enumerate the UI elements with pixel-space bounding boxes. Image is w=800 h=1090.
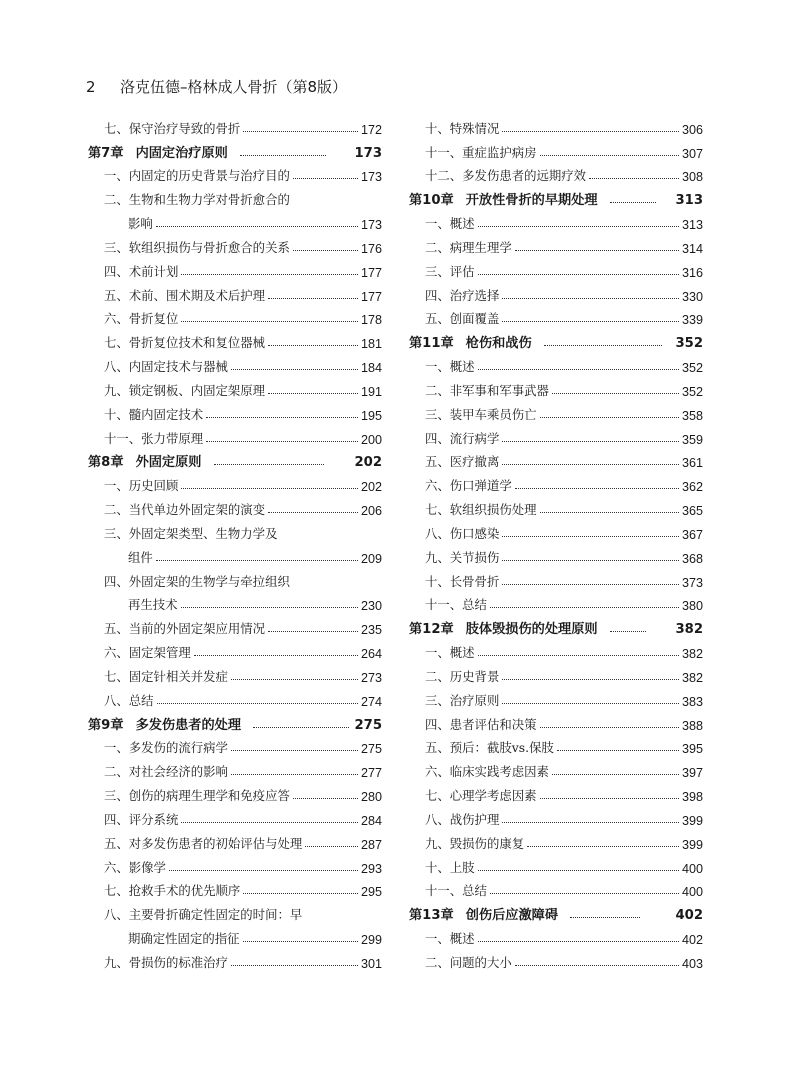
- dot-leader: [293, 798, 358, 799]
- entry-page: 284: [360, 813, 382, 828]
- chapter-title: 枪伤和战伤: [465, 336, 532, 352]
- toc-entry: [409, 733, 703, 757]
- entry-label: 九、骨损伤的标准治疗: [104, 954, 228, 970]
- dot-leader: [502, 441, 679, 442]
- toc-entry: [88, 423, 382, 447]
- entry-label: 八、总结: [104, 692, 154, 708]
- toc-entry: [409, 399, 703, 423]
- toc-entry-continuation: [88, 542, 382, 566]
- entry-label: 九、关节损伤: [425, 549, 500, 565]
- entry-label: 二、问题的大小: [425, 954, 512, 970]
- entry-label: 十一、张力带原理: [104, 430, 204, 446]
- entry-label: 五、创面覆盖: [425, 311, 500, 327]
- dot-leader: [540, 727, 679, 728]
- dot-leader: [589, 178, 679, 179]
- entry-page: 306: [681, 122, 703, 137]
- entry-page: 230: [360, 599, 382, 614]
- entry-label: 四、患者评估和决策: [425, 716, 537, 732]
- toc-entry: [409, 923, 703, 947]
- toc-entry: [409, 518, 703, 542]
- entry-label: 十二、多发伤患者的远期疗效: [425, 168, 587, 184]
- toc-entry: [409, 566, 703, 590]
- dot-leader: [502, 464, 679, 465]
- dot-leader: [540, 417, 679, 418]
- dot-leader: [515, 250, 679, 251]
- toc-entry: [409, 661, 703, 685]
- dot-leader: [157, 703, 358, 704]
- entry-label: 五、当前的外固定架应用情况: [104, 621, 266, 637]
- dot-leader: [610, 202, 656, 203]
- toc-entry: [409, 470, 703, 494]
- toc-entry: [409, 852, 703, 876]
- entry-page: 373: [681, 575, 703, 590]
- toc-entry: [88, 852, 382, 876]
- dot-leader: [478, 274, 679, 275]
- entry-page: 361: [681, 456, 703, 471]
- entry-label: 组件: [128, 549, 153, 565]
- entry-page: 274: [360, 694, 382, 709]
- dot-leader: [515, 488, 679, 489]
- entry-label: 七、心理学考虑因素: [425, 788, 537, 804]
- dot-leader: [181, 274, 358, 275]
- entry-label: 四、评分系统: [104, 811, 179, 827]
- toc-entry: [409, 494, 703, 518]
- toc-entry-continuation: [88, 208, 382, 232]
- chapter-title: 内固定治疗原则: [135, 145, 228, 161]
- toc-entry: [409, 423, 703, 447]
- dot-leader: [243, 893, 358, 894]
- entry-label: 再生技术: [128, 597, 178, 613]
- chapter-page: 275: [354, 717, 382, 733]
- entry-page: 293: [360, 861, 382, 876]
- toc-entry: [409, 447, 703, 471]
- dot-leader: [527, 846, 679, 847]
- entry-page: 200: [360, 432, 382, 447]
- entry-label: 五、预后：截肢vs.保肢: [425, 740, 554, 756]
- entry-page: 295: [360, 885, 382, 900]
- toc-entry: [88, 947, 382, 971]
- entry-page: 358: [681, 408, 703, 423]
- chapter-page: 313: [675, 193, 703, 209]
- entry-label: 五、医疗撤离: [425, 454, 500, 470]
- toc-entry: [88, 256, 382, 280]
- chapter-page: 173: [354, 145, 382, 161]
- toc-entry: [88, 566, 382, 590]
- toc-entry: [409, 256, 703, 280]
- chapter-heading: [409, 613, 703, 637]
- entry-label: 二、对社会经济的影响: [104, 764, 228, 780]
- entry-label: 三、装甲车乘员伤亡: [425, 406, 537, 422]
- dot-leader: [268, 631, 358, 632]
- chapter-page: 352: [675, 336, 703, 352]
- chapter-title: 开放性骨折的早期处理: [465, 193, 598, 209]
- toc-entry: [409, 137, 703, 161]
- entry-page: 359: [681, 432, 703, 447]
- entry-page: 191: [360, 384, 382, 399]
- chapter-heading: [88, 447, 382, 471]
- dot-leader: [502, 298, 679, 299]
- dot-leader: [544, 345, 662, 346]
- dot-leader: [214, 464, 324, 465]
- dot-leader: [478, 369, 679, 370]
- chapter-heading: [409, 327, 703, 351]
- toc-right-column: [409, 113, 703, 971]
- book-title: 洛克伍德–格林成人骨折（第8版）: [120, 78, 348, 96]
- entry-label: 一、概述: [425, 645, 475, 661]
- entry-page: 178: [360, 313, 382, 328]
- entry-label: 期确定性固定的指征: [128, 930, 240, 946]
- entry-page: 273: [360, 670, 382, 685]
- chapter-number: 第10章: [409, 193, 454, 209]
- toc-entry: [88, 733, 382, 757]
- dot-leader: [293, 178, 358, 179]
- toc-entry: [88, 685, 382, 709]
- entry-page: 308: [681, 170, 703, 185]
- entry-label: 六、伤口弹道学: [425, 478, 512, 494]
- entry-page: 177: [360, 265, 382, 280]
- entry-label: 二、生物和生物力学对骨折愈合的: [104, 192, 290, 208]
- toc-entry: [88, 494, 382, 518]
- entry-label: 八、内固定技术与器械: [104, 359, 228, 375]
- toc-entry: [88, 613, 382, 637]
- entry-page: 397: [681, 766, 703, 781]
- toc-entry: [409, 590, 703, 614]
- entry-page: 184: [360, 361, 382, 376]
- dot-leader: [231, 774, 358, 775]
- dot-leader: [502, 321, 679, 322]
- chapter-title: 创伤后应激障碍: [465, 908, 559, 924]
- dot-leader: [490, 893, 679, 894]
- toc-entry: [409, 208, 703, 232]
- dot-leader: [231, 750, 358, 751]
- chapter-number: 第7章: [88, 145, 124, 161]
- dot-leader: [268, 298, 358, 299]
- entry-page: 264: [360, 647, 382, 662]
- toc-entry: [88, 637, 382, 661]
- entry-label: 十一、总结: [425, 883, 487, 899]
- toc-entry: [88, 780, 382, 804]
- entry-label: 十、上肢: [425, 859, 475, 875]
- entry-label: 四、治疗选择: [425, 287, 500, 303]
- entry-label: 二、非军事和军事武器: [425, 382, 549, 398]
- entry-page: 177: [360, 289, 382, 304]
- chapter-number: 第13章: [409, 908, 454, 924]
- entry-label: 一、多发伤的流行病学: [104, 740, 228, 756]
- entry-page: 399: [681, 837, 703, 852]
- dot-leader: [181, 822, 358, 823]
- dot-leader: [156, 226, 358, 227]
- entry-page: 403: [681, 956, 703, 971]
- chapter-number: 第9章: [88, 717, 124, 733]
- dot-leader: [206, 441, 358, 442]
- dot-leader: [552, 774, 679, 775]
- dot-leader: [502, 584, 679, 585]
- entry-label: 三、外固定架类型、生物力学及: [104, 525, 278, 541]
- entry-label: 六、影像学: [104, 859, 166, 875]
- entry-page: 314: [681, 241, 703, 256]
- entry-page: 277: [360, 766, 382, 781]
- toc-entry: [409, 828, 703, 852]
- entry-label: 一、概述: [425, 930, 475, 946]
- dot-leader: [293, 250, 358, 251]
- dot-leader: [181, 607, 358, 608]
- dot-leader: [552, 393, 679, 394]
- entry-label: 七、固定针相关并发症: [104, 668, 228, 684]
- dot-leader: [478, 870, 679, 871]
- chapter-page: 402: [675, 908, 703, 924]
- dot-leader: [194, 655, 358, 656]
- entry-label: 九、毁损伤的康复: [425, 835, 525, 851]
- dot-leader: [169, 870, 358, 871]
- dot-leader: [231, 679, 358, 680]
- toc-entry: [88, 375, 382, 399]
- entry-label: 十、长骨骨折: [425, 573, 500, 589]
- dot-leader: [206, 417, 358, 418]
- toc-entry: [409, 161, 703, 185]
- entry-page: 398: [681, 790, 703, 805]
- toc-entry: [88, 518, 382, 542]
- toc-entry: [409, 947, 703, 971]
- chapter-title: 多发伤患者的处理: [135, 717, 242, 733]
- dot-leader: [570, 917, 640, 918]
- entry-label: 九、锁定钢板、内固定架原理: [104, 382, 266, 398]
- dot-leader: [181, 321, 358, 322]
- dot-leader: [502, 822, 679, 823]
- chapter-heading: [409, 899, 703, 923]
- toc-entry: [409, 232, 703, 256]
- entry-page: 181: [360, 337, 382, 352]
- entry-label: 二、历史背景: [425, 668, 500, 684]
- toc-entry: [409, 304, 703, 328]
- entry-label: 五、术前、围术期及术后护理: [104, 287, 266, 303]
- entry-label: 八、战伤护理: [425, 811, 500, 827]
- entry-page: 400: [681, 885, 703, 900]
- entry-page: 339: [681, 313, 703, 328]
- toc-entry: [409, 351, 703, 375]
- entry-page: 395: [681, 742, 703, 757]
- entry-label: 四、术前计划: [104, 263, 179, 279]
- entry-label: 十、特殊情况: [425, 120, 500, 136]
- entry-label: 一、概述: [425, 359, 475, 375]
- entry-label: 七、骨折复位技术和复位器械: [104, 335, 266, 351]
- entry-label: 十一、总结: [425, 597, 487, 613]
- entry-label: 八、主要骨折确定性固定的时间：早: [104, 907, 303, 923]
- entry-page: 176: [360, 241, 382, 256]
- toc-entry: [88, 899, 382, 923]
- entry-page: 402: [681, 932, 703, 947]
- toc-entry: [409, 685, 703, 709]
- toc-entry: [409, 375, 703, 399]
- dot-leader: [540, 512, 679, 513]
- entry-label: 四、流行病学: [425, 430, 500, 446]
- entry-page: 382: [681, 670, 703, 685]
- dot-leader: [268, 512, 358, 513]
- toc-entry: [409, 804, 703, 828]
- dot-leader: [243, 131, 358, 132]
- dot-leader: [243, 941, 358, 942]
- entry-page: 352: [681, 384, 703, 399]
- chapter-title: 肢体毁损伤的处理原则: [465, 622, 598, 638]
- entry-page: 383: [681, 694, 703, 709]
- entry-page: 173: [360, 218, 382, 233]
- entry-page: 362: [681, 480, 703, 495]
- dot-leader: [181, 488, 358, 489]
- entry-label: 一、历史回顾: [104, 478, 179, 494]
- toc-entry: [409, 876, 703, 900]
- entry-label: 七、抢救手术的优先顺序: [104, 883, 241, 899]
- toc-entry: [409, 637, 703, 661]
- dot-leader: [231, 369, 358, 370]
- entry-label: 五、对多发伤患者的初始评估与处理: [104, 835, 303, 851]
- toc-entry: [88, 113, 382, 137]
- dot-leader: [557, 750, 679, 751]
- toc-entry-continuation: [88, 590, 382, 614]
- entry-page: 388: [681, 718, 703, 733]
- entry-page: 195: [360, 408, 382, 423]
- entry-page: 382: [681, 647, 703, 662]
- entry-page: 380: [681, 599, 703, 614]
- toc-entry: [409, 780, 703, 804]
- entry-page: 313: [681, 218, 703, 233]
- dot-leader: [478, 941, 679, 942]
- toc-entry: [409, 709, 703, 733]
- entry-page: 352: [681, 361, 703, 376]
- entry-page: 280: [360, 790, 382, 805]
- entry-label: 一、内固定的历史背景与治疗目的: [104, 168, 290, 184]
- toc-entry: [409, 542, 703, 566]
- dot-leader: [502, 536, 679, 537]
- chapter-heading: [88, 137, 382, 161]
- entry-page: 299: [360, 932, 382, 947]
- toc-entry: [409, 113, 703, 137]
- entry-page: 235: [360, 623, 382, 638]
- chapter-page: 382: [675, 622, 703, 638]
- dot-leader: [502, 679, 679, 680]
- entry-page: 316: [681, 265, 703, 280]
- entry-page: 400: [681, 861, 703, 876]
- dot-leader: [268, 345, 358, 346]
- entry-label: 十一、重症监护病房: [425, 144, 537, 160]
- toc-entry: [88, 876, 382, 900]
- dot-leader: [490, 607, 679, 608]
- dot-leader: [478, 226, 679, 227]
- entry-label: 三、软组织损伤与骨折愈合的关系: [104, 239, 290, 255]
- entry-label: 七、保守治疗导致的骨折: [104, 120, 241, 136]
- toc-entry: [88, 399, 382, 423]
- entry-page: 206: [360, 504, 382, 519]
- entry-page: 202: [360, 480, 382, 495]
- dot-leader: [253, 727, 349, 728]
- toc-entry: [88, 161, 382, 185]
- toc-entry: [88, 232, 382, 256]
- dot-leader: [156, 560, 358, 561]
- toc-entry: [88, 327, 382, 351]
- entry-label: 六、固定架管理: [104, 645, 191, 661]
- toc-entry: [88, 184, 382, 208]
- toc-entry: [88, 661, 382, 685]
- page-number: 2: [86, 78, 96, 96]
- entry-page: 330: [681, 289, 703, 304]
- dot-leader: [231, 965, 358, 966]
- toc-entry: [88, 470, 382, 494]
- entry-page: 367: [681, 527, 703, 542]
- chapter-heading: [409, 184, 703, 208]
- entry-label: 十、髓内固定技术: [104, 406, 204, 422]
- dot-leader: [268, 393, 358, 394]
- entry-label: 三、评估: [425, 263, 475, 279]
- chapter-title: 外固定原则: [135, 455, 202, 471]
- entry-label: 八、伤口感染: [425, 525, 500, 541]
- dot-leader: [478, 655, 679, 656]
- dot-leader: [610, 631, 646, 632]
- toc-entry: [88, 828, 382, 852]
- dot-leader: [502, 560, 679, 561]
- chapter-number: 第12章: [409, 622, 454, 638]
- entry-label: 二、当代单边外固定架的演变: [104, 502, 266, 518]
- dot-leader: [515, 965, 679, 966]
- entry-label: 影响: [128, 216, 153, 232]
- toc-entry: [409, 280, 703, 304]
- toc-left-column: [88, 113, 382, 971]
- entry-page: 275: [360, 742, 382, 757]
- entry-label: 一、概述: [425, 216, 475, 232]
- entry-page: 399: [681, 813, 703, 828]
- entry-label: 二、病理生理学: [425, 239, 512, 255]
- chapter-heading: [88, 709, 382, 733]
- toc-entry-continuation: [88, 923, 382, 947]
- chapter-number: 第8章: [88, 455, 124, 471]
- chapter-page: 202: [354, 455, 382, 471]
- entry-label: 六、骨折复位: [104, 311, 179, 327]
- toc-entry: [88, 804, 382, 828]
- dot-leader: [540, 798, 679, 799]
- entry-page: 173: [360, 170, 382, 185]
- entry-label: 七、软组织损伤处理: [425, 502, 537, 518]
- dot-leader: [240, 155, 326, 156]
- dot-leader: [502, 131, 679, 132]
- toc-entry: [88, 351, 382, 375]
- entry-label: 三、治疗原则: [425, 692, 500, 708]
- dot-leader: [502, 703, 679, 704]
- dot-leader: [305, 846, 358, 847]
- dot-leader: [540, 155, 679, 156]
- chapter-number: 第11章: [409, 336, 454, 352]
- entry-page: 172: [360, 122, 382, 137]
- entry-label: 四、外固定架的生物学与牵拉组织: [104, 573, 290, 589]
- toc-entry: [409, 756, 703, 780]
- entry-page: 368: [681, 551, 703, 566]
- toc-entry: [88, 304, 382, 328]
- toc-entry: [88, 280, 382, 304]
- entry-page: 365: [681, 504, 703, 519]
- entry-page: 301: [360, 956, 382, 971]
- entry-label: 三、创伤的病理生理学和免疫应答: [104, 788, 290, 804]
- running-header: [86, 76, 347, 97]
- entry-page: 287: [360, 837, 382, 852]
- toc-entry: [88, 756, 382, 780]
- entry-page: 209: [360, 551, 382, 566]
- entry-page: 307: [681, 146, 703, 161]
- entry-label: 六、临床实践考虑因素: [425, 764, 549, 780]
